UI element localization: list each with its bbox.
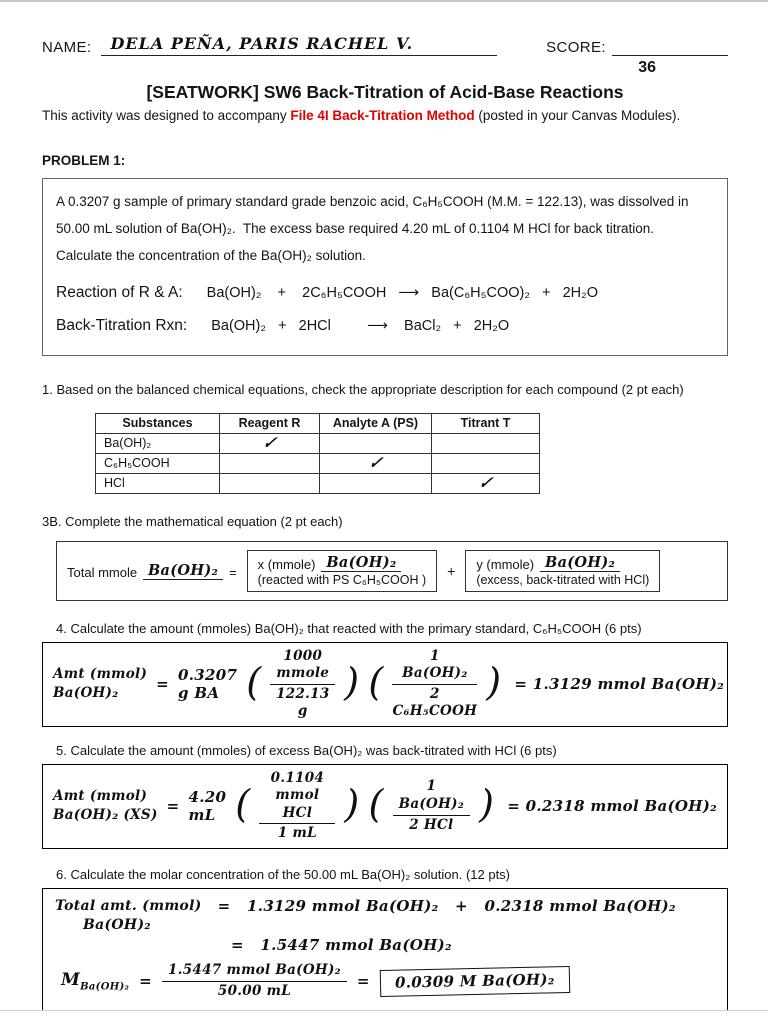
col-analyte: Analyte A (PS) — [320, 413, 432, 433]
table-header-row — [96, 413, 540, 433]
q5-lhs-line2: Ba(OH)₂ (XS) — [53, 807, 158, 824]
q5-given: 4.20 mL — [188, 788, 227, 825]
intro-post: (posted in your Canvas Modules). — [474, 108, 681, 123]
check-cell — [320, 473, 432, 493]
intro-pre: This activity was designed to accompany — [42, 108, 291, 123]
problem-heading: PROBLEM 1: — [42, 152, 126, 168]
q4-lhs-line1: Amt (mmol) — [53, 666, 148, 683]
score-value: 36 — [638, 59, 656, 76]
table-row — [96, 473, 540, 493]
close-paren: ) — [479, 782, 495, 827]
q4-equals: = — [156, 675, 170, 694]
equals-sign: = — [229, 564, 237, 580]
backtitration-label: Back-Titration Rxn: — [56, 316, 188, 334]
q4-result: = 1.3129 mmol Ba(OH)₂ — [514, 675, 725, 694]
close-paren: ) — [486, 660, 502, 705]
q6-equals: = — [139, 972, 153, 991]
fraction-denominator: 1 mL — [277, 825, 317, 842]
fraction-denominator: 50.00 mL — [217, 982, 292, 999]
check-cell — [432, 473, 540, 493]
name-section — [42, 34, 497, 56]
q6-equals-2: = — [356, 972, 370, 991]
open-paren: ( — [246, 660, 262, 705]
q6-work-box — [42, 888, 728, 1011]
y-blank — [540, 554, 620, 572]
fraction-numerator: 1.5447 mmol Ba(OH)₂ — [162, 962, 347, 982]
check-cell — [432, 453, 540, 473]
problem-statement: A 0.3207 g sample of primary standard grade benzoic acid, C₆H₅COOH (M.M. = 122.13), was dissolved in 50.00 mL solution of Ba(OH)₂. The excess base required 4.20 mL of 0.1104 M HCl for back titration. Calculate the concentration of the Ba(OH)₂ solution. — [56, 193, 693, 263]
intro-paragraph — [42, 106, 728, 127]
check-cell — [432, 433, 540, 453]
y-caption: (excess, back-titrated with HCl) — [476, 572, 650, 587]
fraction-numerator: 0.1104 mmol HCl — [259, 770, 335, 825]
page-bottom-edge — [0, 1010, 768, 1011]
final-answer-box: 0.0309 M Ba(OH)₂ — [380, 966, 570, 997]
q5-work — [53, 770, 717, 843]
total-term — [67, 562, 237, 580]
q4-work-box — [42, 642, 728, 727]
question4-text: 4. Calculate the amount (mmoles) Ba(OH)₂ that reacted with the primary standard, C₆H₅COOH (6 pts) — [56, 620, 642, 636]
x-term-box — [247, 550, 437, 592]
total-label: Total mmole — [67, 564, 138, 580]
q5-equals: = — [166, 797, 180, 816]
y-term-box — [465, 550, 660, 592]
intro-highlight: File 4I Back-Titration Method — [290, 108, 475, 123]
question6-text: 6. Calculate the molar concentration of the 50.00 mL Ba(OH)₂ solution. (12 pts) — [56, 866, 511, 882]
name-line — [101, 34, 497, 56]
fraction-numerator: 1000 mmole — [270, 648, 335, 685]
page-title: [SEATWORK] SW6 Back-Titration of Acid-Base Reactions — [146, 82, 624, 102]
q6-fraction — [162, 962, 347, 1000]
q6-line2: = 1.5447 mmol Ba(OH)₂ — [231, 936, 452, 955]
check-cell — [220, 473, 320, 493]
q5-work-box — [42, 764, 728, 849]
question3b-text: 3B. Complete the mathematical equation (2 pt each) — [42, 513, 343, 529]
check-cell — [220, 433, 320, 453]
q4-given: 0.3207 g BA — [178, 666, 238, 703]
equation-box — [56, 541, 728, 601]
table-row — [96, 453, 540, 473]
fraction-numerator: 1 Ba(OH)₂ — [392, 648, 477, 685]
q6-lhs-line1: Total amt. (mmol) — [55, 897, 202, 914]
col-titrant: Titrant T — [432, 413, 540, 433]
reaction-row — [56, 284, 714, 302]
plus-sign: + — [447, 562, 456, 579]
q4-work — [53, 647, 725, 721]
col-reagent: Reagent R — [220, 413, 320, 433]
page-top-edge — [0, 0, 768, 2]
molarity-symbol: $M_{Ba(OH)_2}$ — [61, 969, 130, 993]
substance-cell: Ba(OH)₂ — [96, 433, 220, 453]
fraction-denominator: 122.13 g — [276, 685, 330, 720]
checkmark-icon: ✓ — [366, 452, 385, 473]
total-blank-value: Ba(OH)₂ — [148, 561, 219, 579]
q5-fraction-2 — [393, 778, 470, 834]
check-cell — [220, 453, 320, 473]
fraction-denominator: 2 HCl — [409, 816, 454, 833]
substance-cell: HCl — [96, 473, 220, 493]
q5-result: = 0.2318 mmol Ba(OH)₂ — [507, 797, 717, 816]
check-cell — [320, 433, 432, 453]
open-paren: ( — [368, 660, 384, 705]
q6-line1 — [55, 897, 715, 936]
reaction-equation: Ba(OH)₂ + 2C₆H₅COOH ⟶ Ba(C₆H₅COO)₂ + 2H₂O — [206, 284, 599, 301]
q6-line1-rhs: = 1.3129 mmol Ba(OH)₂ + 0.2318 mmol Ba(OH)₂ — [217, 896, 676, 915]
col-substances: Substances — [96, 413, 220, 433]
problem-statement-box — [42, 178, 728, 356]
q5-fraction-1 — [259, 770, 335, 843]
check-cell — [320, 453, 432, 473]
q4-fraction-1 — [270, 648, 335, 721]
close-paren: ) — [344, 782, 360, 827]
total-blank — [143, 562, 223, 580]
x-label: x (mmole) — [257, 556, 316, 572]
q5-lhs-line1: Amt (mmol) — [53, 788, 148, 805]
name-label: NAME: — [42, 39, 92, 56]
fraction-numerator: 1 Ba(OH)₂ — [393, 778, 470, 815]
score-value-row — [42, 56, 728, 77]
score-line — [612, 38, 728, 56]
question1-text: 1. Based on the balanced chemical equations, check the appropriate description for each compound (2 pt each) — [42, 381, 684, 397]
substances-table — [95, 413, 540, 494]
substance-cell: C₆H₅COOH — [96, 453, 220, 473]
molarity-subscript: Ba(OH)₂ — [80, 981, 130, 993]
q6-lhs-line2: Ba(OH)₂ — [83, 917, 151, 934]
checkmark-icon: ✓ — [260, 432, 279, 453]
open-paren: ( — [235, 782, 251, 827]
x-blank — [321, 554, 401, 572]
y-blank-value: Ba(OH)₂ — [545, 553, 616, 571]
reaction-label: Reaction of R & A: — [56, 283, 183, 301]
q6-line3 — [61, 962, 715, 1000]
fraction-denominator: 2 C₆H₅COOH — [392, 685, 478, 720]
q4-lhs-line2: Ba(OH)₂ — [53, 685, 119, 702]
x-blank-value: Ba(OH)₂ — [326, 553, 397, 571]
name-value: DELA PEÑA, PARIS RACHEL V. — [110, 34, 414, 53]
backtitration-row — [56, 317, 714, 335]
q4-fraction-2 — [392, 648, 477, 721]
x-caption: (reacted with PS C₆H₅COOH ) — [257, 572, 427, 587]
checkmark-icon: ✓ — [476, 472, 495, 493]
header — [42, 34, 728, 56]
score-label: SCORE: — [546, 39, 606, 56]
table-row — [96, 433, 540, 453]
y-label: y (mmole) — [476, 556, 535, 572]
open-paren: ( — [368, 782, 384, 827]
score-section — [546, 38, 728, 56]
question5-text: 5. Calculate the amount (mmoles) of excess Ba(OH)₂ was back-titrated with HCl (6 pts) — [56, 742, 557, 758]
backtitration-equation: Ba(OH)₂ + 2HCl ⟶ BaCl₂ + 2H₂O — [211, 317, 510, 334]
close-paren: ) — [344, 660, 360, 705]
